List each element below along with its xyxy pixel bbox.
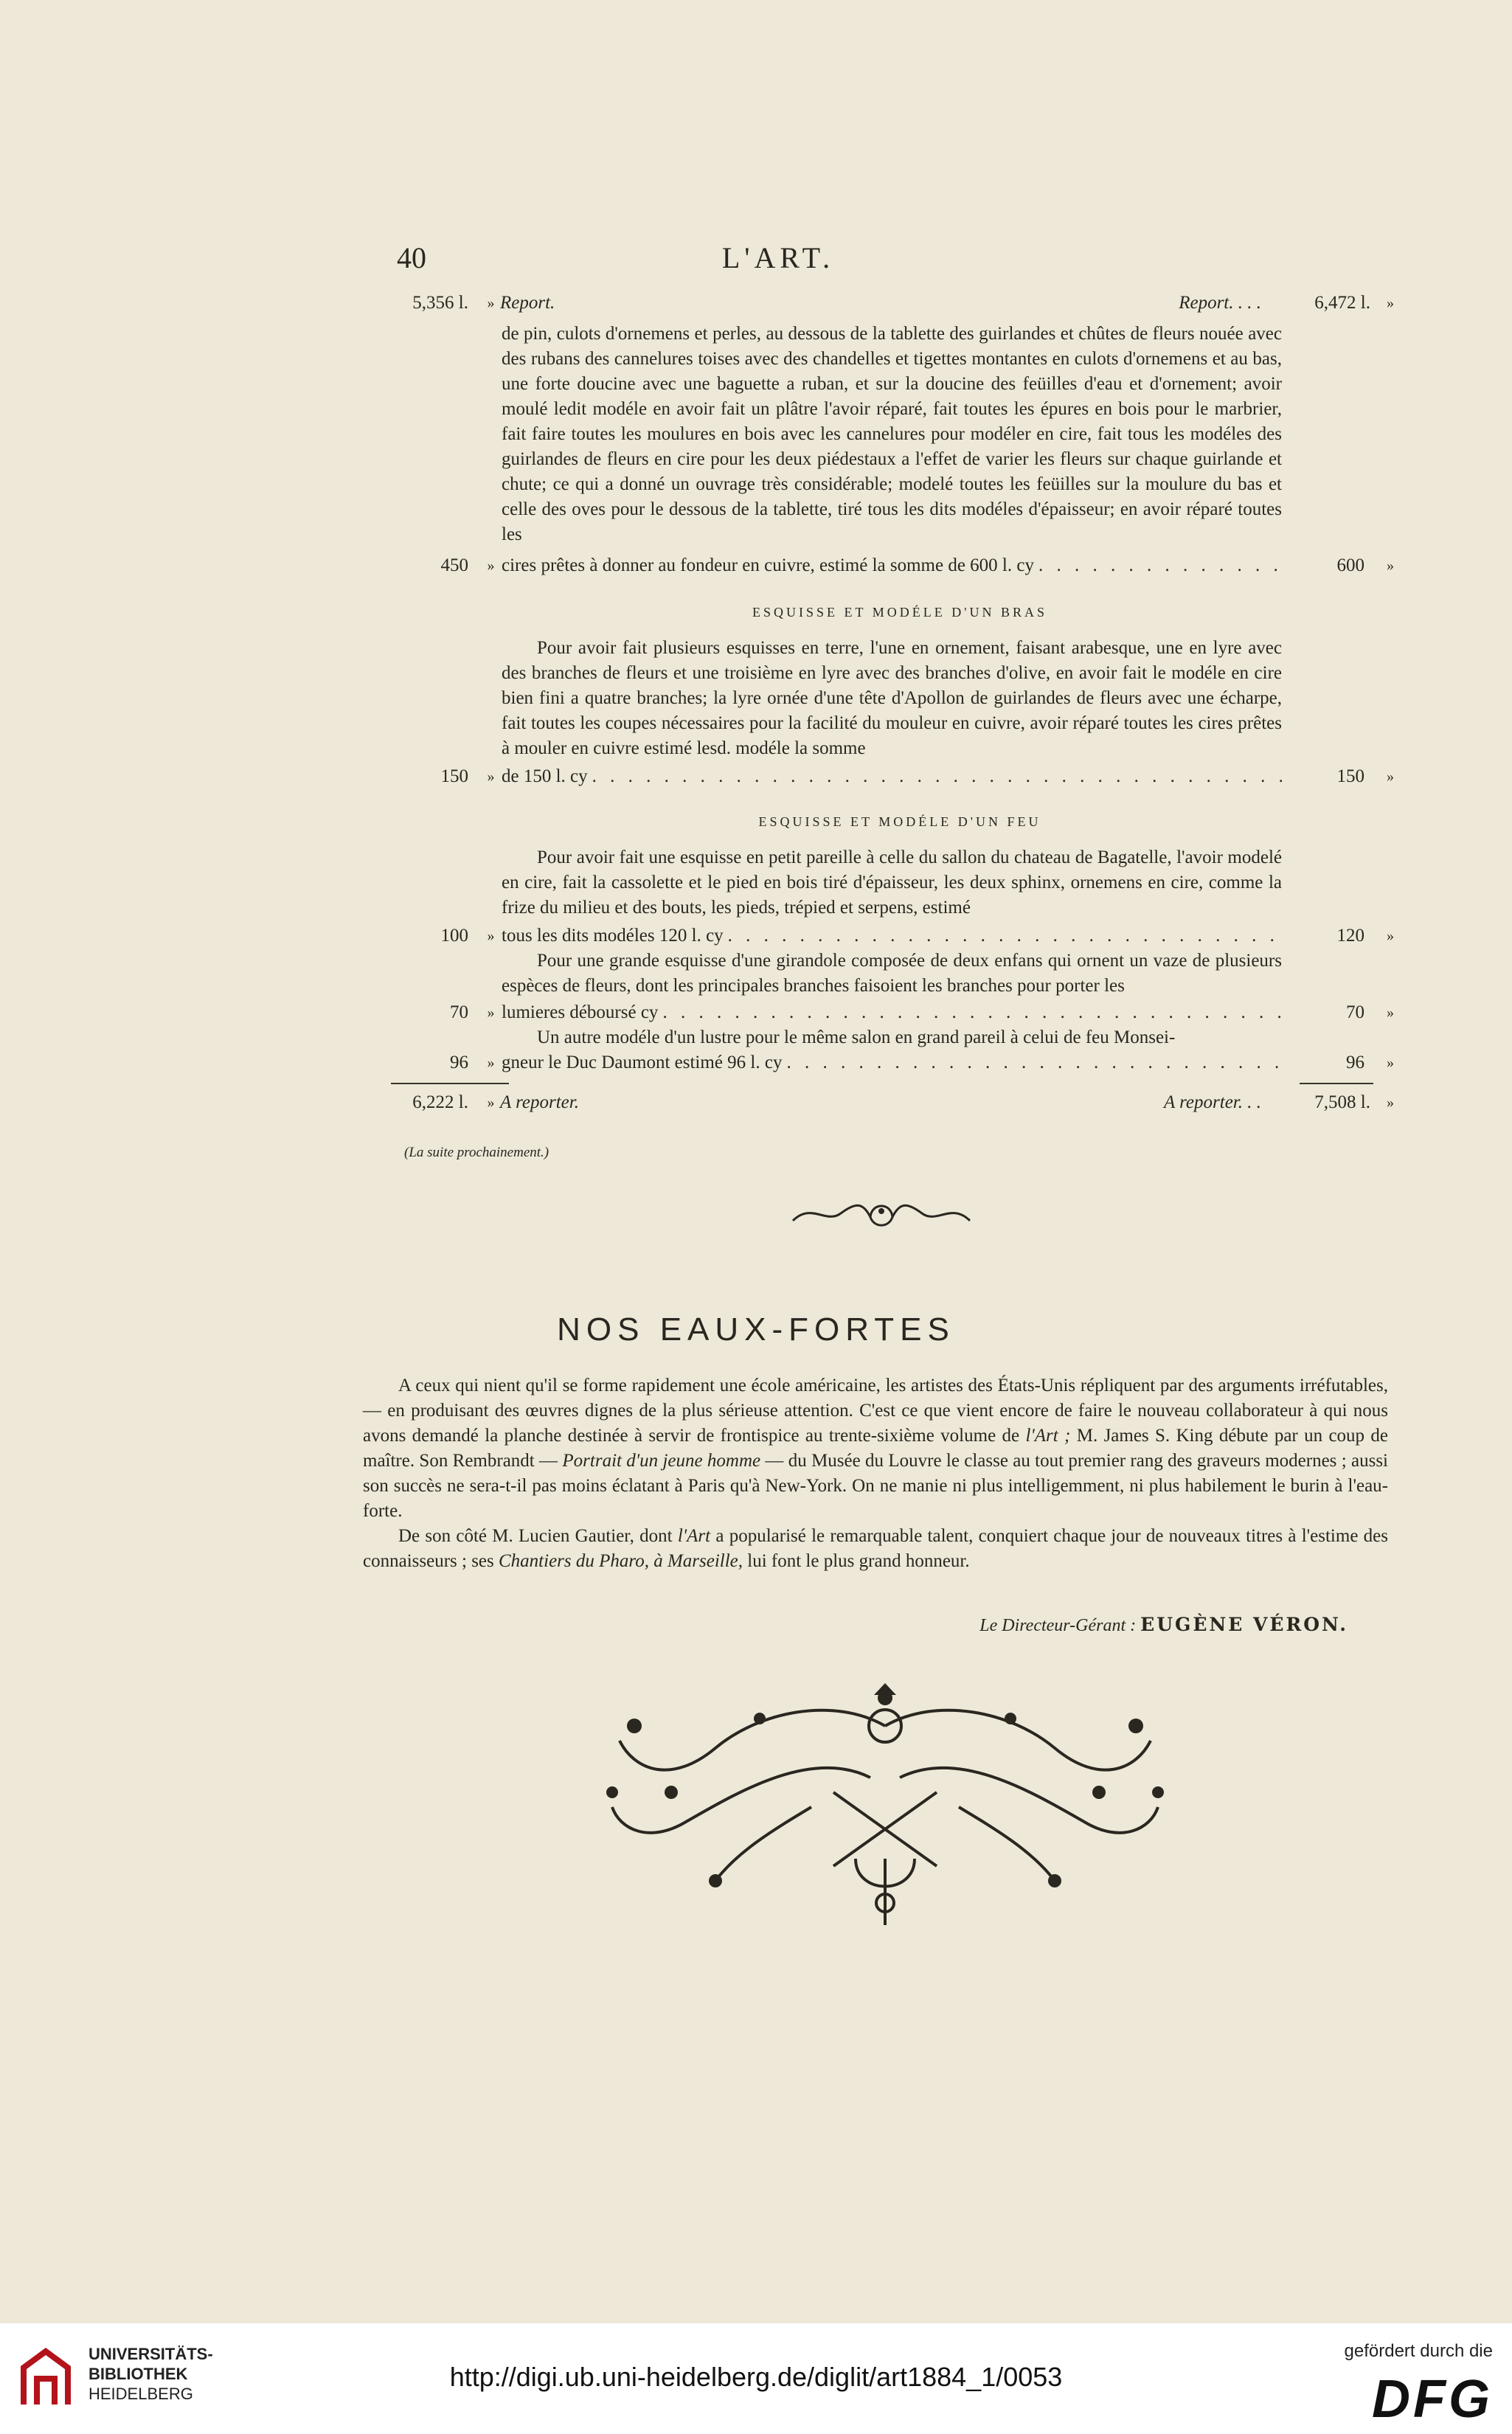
carry-forward-row: [391, 1090, 1409, 1115]
left-amount: 6,222 l.: [412, 1092, 468, 1112]
entry-total-row: [391, 923, 1409, 949]
ditto-mark: »: [1387, 769, 1394, 785]
signature-name: EUGÈNE VÉRON.: [1140, 1614, 1348, 1635]
right-amount: 150: [1336, 766, 1364, 786]
entry-paragraph: Pour avoir fait une esquisse en petit pareille à celle du sallon du chateau de Bagatelle, l'avoir modelé en cire, fait la cassolette et le pied en bois tiré d'épaisseur, les deux sphinx, ornemens en cire, comme la frize du milieu et des bouts, les pieds, trépied et serpens, estimé: [502, 847, 1282, 918]
ditto-mark: »: [487, 928, 495, 944]
entry-last-line: lumieres déboursé cy: [502, 1002, 659, 1022]
report-label-right: Report. . . .: [1179, 293, 1261, 313]
left-amount: 100: [440, 926, 468, 946]
article-paragraph: [363, 1524, 1388, 1574]
section-heading: ESQUISSE ET MODÉLE D'UN BRAS: [752, 605, 1047, 620]
italic-run: Portrait d'un jeune homme: [562, 1451, 761, 1471]
entry-paragraph: de pin, culots d'ornemens et perles, au dessous de la tablette des guirlandes et chûtes de fleurs nouée avec des rubans des cannelures toises avec des chandelles et tigettes montantes en culots d'ornemens et au bas, une forte doucine avec une baguette a ruban, et sur la doucine des feüilles d'eau et d'ornement; avoir moulé ledit modéle en avoir fait un plâtre l'avoir réparé, fait toutes les épures en bois pour le marbrier, fait faire toutes les moulures en bois avec les cannelures pour modéler en cire, fait tous les modéles des guirlandes de fleurs en cire pour les deux piédestaux a l'effet de varier les fleurs sur chaque guirlande et chute; ce qui a donné un ouvrage très considérable; modelé toutes les feüilles sur la moulure du bas et celle des oves pour le dessous de la tablette, tiré tous les dits modéles d'épaisseur; en avoir réparé toutes les: [502, 324, 1282, 544]
article-title: NOS EAUX-FORTES: [557, 1311, 955, 1348]
source-url[interactable]: http://digi.ub.uni-heidelberg.de/diglit/art1884_1/0053: [449, 2362, 1063, 2392]
carry-label-right: A reporter. . .: [1164, 1092, 1261, 1112]
left-amount: 96: [450, 1053, 468, 1072]
entry-paragraph: Pour avoir fait plusieurs esquisses en terre, l'une en ornement, faisant arabesque, une en lyre avec des branches de fleurs et une troisième en lyre avec des branches d'olive, en avoir fait le modéle en cire bien fini a quatre branches; la lyre ornée d'une tête d'Apollon de guirlandes de fleurs avec une écharpe, fait toutes les coupes nécessaires pour la facilité du mouleur en cuivre, avoir réparé toutes les cires prêtes à mouler en cuivre estimé lesd. modéle la somme: [502, 638, 1282, 758]
fleuron-ornament-icon: [789, 1195, 974, 1232]
ditto-mark: »: [1387, 1005, 1394, 1021]
entry-last-line: gneur le Duc Daumont estimé 96 l. cy: [502, 1053, 783, 1072]
text-run: A ceux qui nient qu'il se forme rapidement une école américaine, les artistes des États-Unis répliquent par des arguments irréfutables, — en produisant des œuvres dignes de la plus sérieuse attention. C'est ce que vient encore de faire le nouveau collaborateur à qui nous avons demandé la planche destinée à servir de frontispice au trente-sixième volume de: [363, 1376, 1388, 1446]
ditto-mark: »: [1387, 1055, 1394, 1071]
signature-role: Le Directeur-Gérant :: [979, 1616, 1141, 1635]
report-row: [391, 291, 1409, 316]
text-run: — du Musée du Louvre le classe au tout premier rang des graveurs modernes ; aussi son succès ne sera-t-il pas moins éclatant à Paris qu'à New-York. On ne manie ni plus intelligemment, ni plus habilement le burin à l'eau-forte.: [363, 1451, 1388, 1521]
continued-note: (La suite prochainement.): [404, 1145, 549, 1160]
left-amount: 70: [450, 1002, 468, 1022]
entry-last-line: cires prêtes à donner au fondeur en cuivre, estimé la somme de 600 l. cy: [502, 555, 1034, 575]
section-heading: ESQUISSE ET MODÉLE D'UN FEU: [758, 814, 1041, 829]
digitization-footer: [0, 2323, 1512, 2434]
text-run: M. James S. King débute par un coup de maître. Son Rembrandt —: [363, 1426, 1388, 1471]
entry-total-row: [391, 764, 1409, 789]
entry-total-row: [391, 1000, 1409, 1025]
right-amount: 6,472 l.: [1314, 293, 1370, 313]
article-body: [363, 1373, 1388, 1574]
right-amount: 96: [1346, 1053, 1364, 1072]
ditto-mark: »: [487, 769, 495, 785]
ditto-mark: »: [487, 1055, 495, 1071]
article-paragraph: [363, 1373, 1388, 1524]
library-name-line: BIBLIOTHEK: [89, 2365, 188, 2383]
dot-leader: [786, 1050, 1282, 1075]
entry-text: [502, 845, 1282, 920]
left-amount: 150: [440, 766, 468, 786]
ditto-mark: »: [487, 558, 495, 574]
library-name-line: HEIDELBERG: [89, 2385, 193, 2403]
right-amount: 7,508 l.: [1314, 1092, 1370, 1112]
entry-last-line: de 150 l. cy: [502, 766, 588, 786]
text-run: lui font le plus grand honneur.: [743, 1551, 970, 1571]
total-rule-right: [1300, 1083, 1373, 1084]
left-amount: 450: [440, 555, 468, 575]
text-run: De son côté M. Lucien Gautier, dont: [398, 1526, 678, 1546]
entry-last-line: tous les dits modéles 120 l. cy: [502, 926, 724, 946]
ditto-mark: »: [1387, 1095, 1394, 1111]
entry-text: [502, 636, 1282, 761]
ditto-mark: »: [487, 295, 495, 311]
entry-text: [502, 949, 1282, 999]
library-name-line: UNIVERSITÄTS-: [89, 2345, 213, 2363]
right-amount: 120: [1336, 926, 1364, 946]
dfg-logo: DFG: [1372, 2370, 1493, 2429]
ditto-mark: »: [1387, 928, 1394, 944]
entry-paragraph: Pour une grande esquisse d'une girandole composée de deux enfans qui ornent un vaze de plusieurs espèces de fleurs, dont les principales branches faisoient les branches pour porter les: [502, 951, 1282, 996]
right-amount: 600: [1336, 555, 1364, 575]
italic-run: l'Art ;: [1025, 1426, 1071, 1446]
dot-leader: [592, 764, 1282, 789]
ditto-mark: »: [1387, 558, 1394, 574]
italic-run: l'Art: [677, 1526, 711, 1546]
entry-text: [502, 1025, 1282, 1050]
text-run: a popularisé le remarquable talent, conquiert chaque jour de nouveaux titres à l'estime des connaisseurs ; ses: [363, 1526, 1388, 1571]
left-amount: 5,356 l.: [412, 293, 468, 313]
right-amount: 70: [1346, 1002, 1364, 1022]
dot-leader: [728, 923, 1282, 949]
journal-title: L'ART.: [721, 241, 835, 274]
entry-text: [502, 322, 1282, 547]
total-rule-left: [391, 1083, 509, 1084]
entry-total-row: [391, 553, 1409, 578]
signature: [979, 1614, 1348, 1636]
entry-total-row: [391, 1050, 1409, 1075]
ditto-mark: »: [1387, 295, 1394, 311]
ditto-mark: »: [487, 1095, 495, 1111]
report-label: Report.: [500, 293, 555, 313]
italic-run: Chantiers du Pharo, à Marseille,: [499, 1551, 743, 1571]
floral-ornament-icon: [590, 1682, 1180, 1932]
entry-paragraph: Un autre modéle d'un lustre pour le même salon en grand pareil à celui de feu Monsei-: [537, 1027, 1176, 1047]
dot-leader: [662, 1000, 1282, 1025]
funding-label: gefördert durch die: [1344, 2341, 1493, 2361]
ditto-mark: »: [487, 1005, 495, 1021]
carry-label: A reporter.: [500, 1092, 579, 1112]
page-number: 40: [397, 241, 426, 274]
dot-leader: [1038, 553, 1282, 578]
